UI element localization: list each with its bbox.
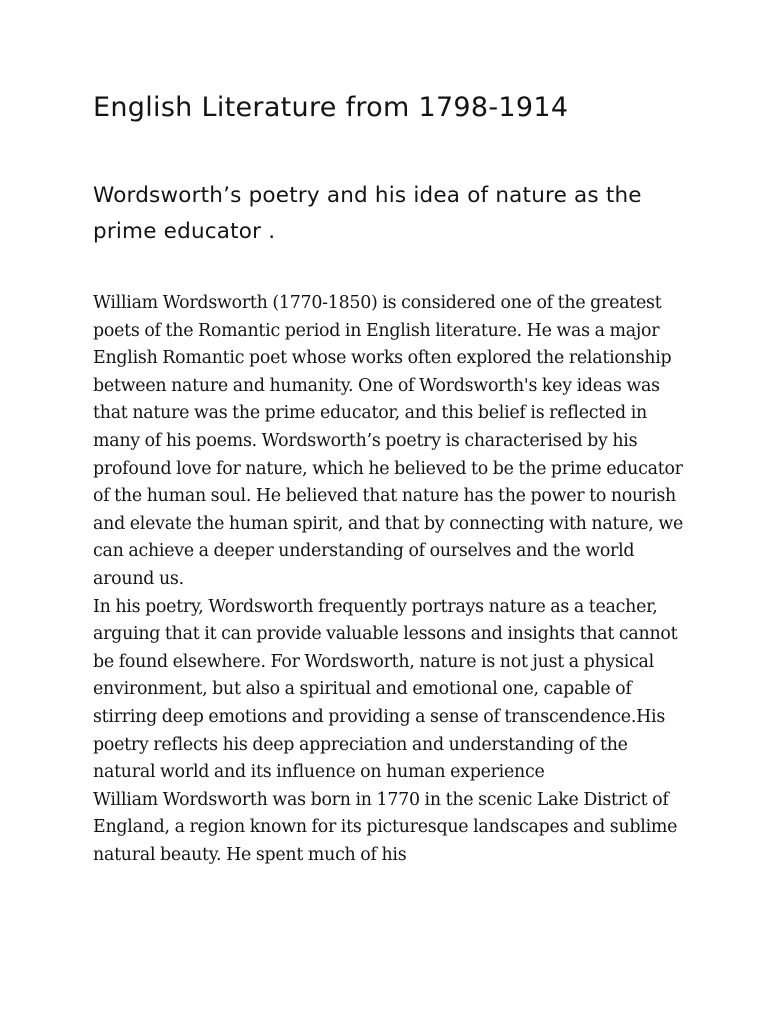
body-paragraph-3: William Wordsworth was born in 1770 in the scenic Lake District of England, a region known for its picturesque landscapes and sublime natural beauty. He spent much of his	[93, 789, 678, 865]
body-paragraph-2: In his poetry, Wordsworth frequently portrays nature as a teacher, arguing that it can provide valuable lessons and insights that cannot be found elsewhere. For Wordsworth, nature is not just a physical environment, but also a spiritual and emotional one, capable of stirring deep emotions and providing a sense of transcendence.His poetry reflects his deep appreciation and understanding of the natural world and its influence on human experience	[93, 596, 678, 783]
document-body	[93, 290, 683, 869]
body-paragraph-1: William Wordsworth (1770-1850) is considered one of the greatest poets of the Romantic period in English literature. He was a major English Romantic poet whose works often explored the relationship between nature and humanity. One of Wordsworth's key ideas was that nature was the prime educator, and this belief is reflected in many of his poems. Wordsworth’s poetry is characterised by his profound love for nature, which he believed to be the prime educator of the human soul. He believed that nature has the power to nourish and elevate the human spirit, and that by connecting with nature, we can achieve a deeper understanding of ourselves and the world around us.	[93, 293, 684, 589]
document-title: English Literature from 1798-1914	[93, 92, 569, 123]
document-subtitle: Wordsworth’s poetry and his idea of nature as the prime educator .	[93, 183, 642, 244]
